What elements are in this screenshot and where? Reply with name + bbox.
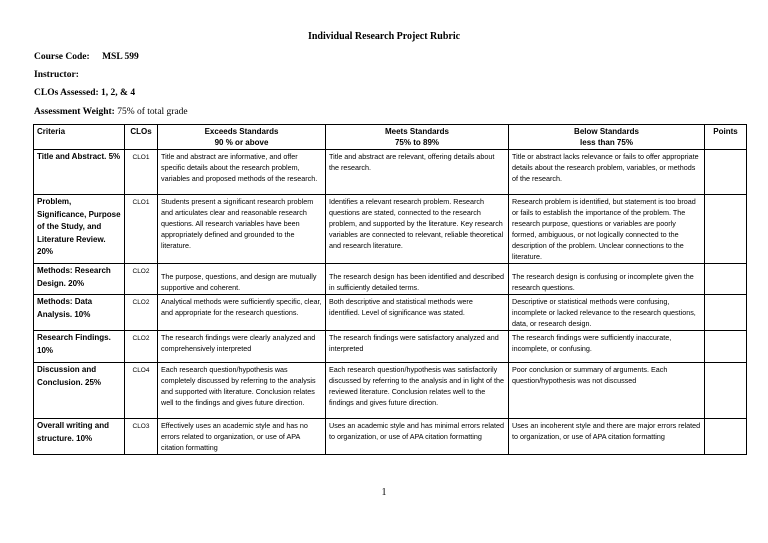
meets-cell: The research findings were satisfactory analyzed and interpreted (326, 331, 509, 363)
weight-label: Assessment Weight: (34, 107, 115, 117)
header-criteria: Criteria (34, 125, 125, 150)
below-cell: Title or abstract lacks relevance or fails to offer appropriate details about the research problem, variables, or methods of the research. (509, 150, 705, 195)
table-row (34, 264, 747, 295)
below-cell: Research problem is identified, but statement is too broad or fails to establish the importance of the problem. The research purpose, questions or variables are poorly formed, ambiguous, or not logically connected to the description of the problem. Unclear connections to the literature. (509, 195, 705, 264)
points-cell (705, 150, 747, 195)
document-title: Individual Research Project Rubric (307, 31, 461, 42)
criteria-cell: Problem, Significance, Purpose of the Study, and Literature Review. 20% (34, 195, 125, 264)
exceeds-cell: Effectively uses an academic style and has no errors related to organization, or use of APA citation formatting (158, 419, 326, 455)
table-row (34, 419, 747, 455)
header-below: Below Standards less than 75% (509, 125, 705, 150)
clos-label: CLOs Assessed: (34, 88, 99, 98)
weight-value: 75% of total grade (117, 107, 188, 117)
clo-cell: CLO2 (125, 295, 158, 331)
table-row (34, 295, 747, 331)
header-points: Points (705, 125, 747, 150)
clo-cell: CLO3 (125, 419, 158, 455)
table-header-row (34, 125, 747, 150)
page-number: 1 (381, 487, 387, 498)
criteria-cell: Title and Abstract. 5% (34, 150, 125, 195)
rubric-table (33, 124, 747, 455)
points-cell (705, 295, 747, 331)
criteria-cell: Methods: Research Design. 20% (34, 264, 125, 295)
exceeds-cell: Each research question/hypothesis was completely discussed by referring to the analysis and supported with literature. Conclusion relates well to the findings and gives future direction. (158, 363, 326, 419)
exceeds-cell: The purpose, questions, and design are mutually supportive and coherent. (158, 264, 326, 295)
criteria-cell: Overall writing and structure. 10% (34, 419, 125, 455)
clo-cell: CLO4 (125, 363, 158, 419)
table-row (34, 363, 747, 419)
table-row (34, 331, 747, 363)
clo-cell: CLO2 (125, 331, 158, 363)
table-row (34, 150, 747, 195)
meets-cell: Uses an academic style and has minimal errors related to organization, or use of APA citation formatting (326, 419, 509, 455)
below-cell: The research findings were sufficiently inaccurate, incomplete, or confusing. (509, 331, 705, 363)
meets-cell: Title and abstract are relevant, offering details about the research. (326, 150, 509, 195)
below-cell: Uses an incoherent style and there are major errors related to organization, or use of APA citation formatting (509, 419, 705, 455)
clos-assessed-line (34, 88, 135, 98)
exceeds-cell: Title and abstract are informative, and offer specific details about the research problem, variables and proposed methods of the research. (158, 150, 326, 195)
criteria-cell: Research Findings. 10% (34, 331, 125, 363)
course-code-line (34, 52, 139, 62)
course-code-label: Course Code: (34, 52, 90, 62)
table-row (34, 195, 747, 264)
points-cell (705, 363, 747, 419)
assessment-weight-line (34, 107, 188, 117)
criteria-cell: Discussion and Conclusion. 25% (34, 363, 125, 419)
criteria-cell: Methods: Data Analysis. 10% (34, 295, 125, 331)
instructor-line (34, 70, 79, 80)
instructor-label: Instructor: (34, 70, 79, 80)
meets-cell: Each research question/hypothesis was satisfactorily discussed by referring to the analysis and in light of the reviewed literature. Conclusion relates well to the findings and gives future direction. (326, 363, 509, 419)
below-cell: Descriptive or statistical methods were confusing, incomplete or lacked relevance to the research questions, data, or research design. (509, 295, 705, 331)
below-cell: The research design is confusing or incomplete given the research questions. (509, 264, 705, 295)
header-meets: Meets Standards 75% to 89% (326, 125, 509, 150)
meets-cell: The research design has been identified and described in sufficiently detailed terms. (326, 264, 509, 295)
points-cell (705, 331, 747, 363)
points-cell (705, 264, 747, 295)
exceeds-cell: Students present a significant research problem and articulates clear and reasonable research questions. All research variables have been appropriately defined and grounded to the literature. (158, 195, 326, 264)
below-cell: Poor conclusion or summary of arguments. Each question/hypothesis was not discussed (509, 363, 705, 419)
meets-cell: Both descriptive and statistical methods were identified. Level of significance was stated. (326, 295, 509, 331)
meets-cell: Identifies a relevant research problem. Research questions are stated, connected to the research problem, and supported by the literature. Key research variables are connected to relevant, reliable theoretical and research literature. (326, 195, 509, 264)
exceeds-cell: The research findings were clearly analyzed and comprehensively interpreted (158, 331, 326, 363)
points-cell (705, 419, 747, 455)
clo-cell: CLO1 (125, 150, 158, 195)
course-code-value: MSL 599 (102, 52, 139, 62)
exceeds-cell: Analytical methods were sufficiently specific, clear, and appropriate for the research questions. (158, 295, 326, 331)
clo-cell: CLO1 (125, 195, 158, 264)
header-clos: CLOs (125, 125, 158, 150)
clo-cell: CLO2 (125, 264, 158, 295)
header-exceeds: Exceeds Standards 90 % or above (158, 125, 326, 150)
clos-value: 1, 2, & 4 (101, 88, 136, 98)
points-cell (705, 195, 747, 264)
